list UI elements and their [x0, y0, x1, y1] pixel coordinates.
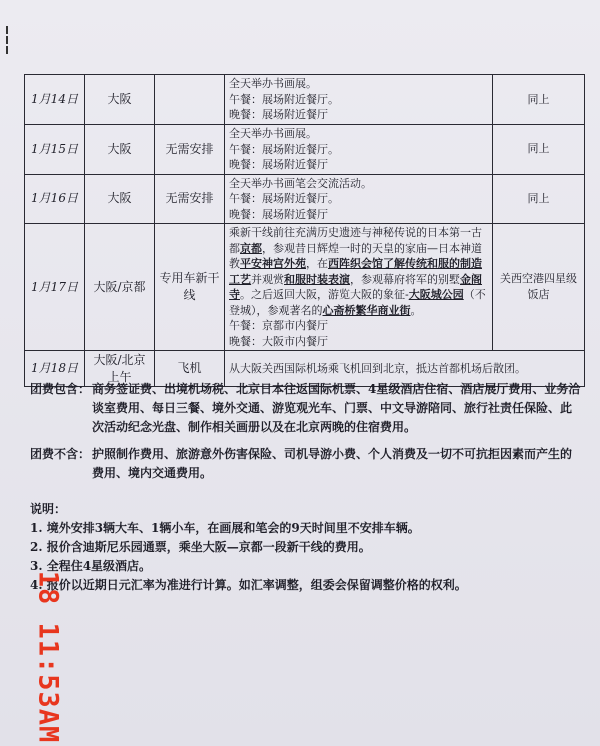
date-cell: 1月16日 — [25, 174, 85, 224]
itinerary-table — [24, 74, 585, 387]
city-cell: 大阪 — [85, 125, 155, 175]
hotel-cell: 同上 — [493, 75, 585, 125]
fee-excluded-label: 团费不含： — [30, 447, 91, 461]
remarks-title: 说明： — [30, 502, 67, 516]
camera-timestamp: 18 11:53AM — [32, 570, 64, 744]
hotel-cell: 关西空港四星级饭店 — [493, 224, 585, 351]
table-row — [25, 75, 585, 125]
remark-item: 4. 报价以近期日元汇率为准进行计算。如汇率调整，组委会保留调整价格的权利。 — [30, 578, 467, 592]
city-cell: 大阪/京都 — [85, 224, 155, 351]
remarks-section — [30, 500, 582, 595]
activities-cell: 全天举办书画展。 午餐：展场附近餐厅。 晚餐：展场附近餐厅 — [225, 125, 493, 175]
activities-cell: 乘新干线前往充满历史遗迹与神秘传说的日本第一古都京都，参观昔日辉煌一时的天皇的家庙—日本神道教平安神宫外苑，在西阵织会馆了解传统和服的制造工艺并观赏和服时装表演，参观幕府将军的别墅金阁寺。之后返回大阪，游览大阪的象征-大阪城公园（不登城），参观著名的心斋桥繁华商业街。 午餐：京都市内餐厅 晚餐：大阪市内餐厅 — [225, 224, 493, 351]
date-cell: 1月18日 — [25, 351, 85, 387]
fee-excluded — [30, 445, 582, 483]
activities-cell: 全天举办书画展。 午餐：展场附近餐厅。 晚餐：展场附近餐厅 — [225, 75, 493, 125]
binding-marks — [6, 26, 8, 56]
transport-cell: 无需安排 — [155, 125, 225, 175]
remark-item: 3. 全程住4星级酒店。 — [30, 559, 152, 573]
remark-item: 1. 境外安排3辆大车、1辆小车，在画展和笔会的9天时间里不安排车辆。 — [30, 521, 420, 535]
city-cell: 大阪 — [85, 75, 155, 125]
activities-cell: 从大阪关西国际机场乘飞机回到北京，抵达首都机场后散团。 — [225, 351, 585, 387]
activities-cell: 全天举办书画笔会交流活动。 午餐：展场附近餐厅。 晚餐：展场附近餐厅 — [225, 174, 493, 224]
fee-included-label: 团费包含： — [30, 382, 91, 396]
city-cell: 大阪/北京上午 — [85, 351, 155, 387]
transport-cell: 专用车新干线 — [155, 224, 225, 351]
table-row — [25, 125, 585, 175]
table-row — [25, 174, 585, 224]
table-row — [25, 224, 585, 351]
date-cell: 1月17日 — [25, 224, 85, 351]
fee-excluded-text: 护照制作费用、旅游意外伤害保险、司机导游小费、个人消费及一切不可抗拒因素而产生的费用、境内交通费用。 — [92, 447, 573, 480]
date-cell: 1月15日 — [25, 125, 85, 175]
transport-cell: 飞机 — [155, 351, 225, 387]
transport-cell — [155, 75, 225, 125]
remark-item: 2. 报价含迪斯尼乐园通票，乘坐大阪—京都一段新干线的费用。 — [30, 540, 371, 554]
hotel-cell: 同上 — [493, 174, 585, 224]
fee-included — [30, 380, 582, 437]
transport-cell: 无需安排 — [155, 174, 225, 224]
fee-included-text: 商务签证费、出境机场税、北京日本往返国际机票、4星级酒店住宿、酒店展厅费用、业务洽谈室费用、每日三餐、境外交通、游览观光车、门票、中文导游陪同、旅行社责任保险、此次活动纪念光盘、制作相关画册以及在北京两晚的住宿费用。 — [92, 382, 581, 434]
fee-section — [30, 380, 582, 483]
hotel-cell: 同上 — [493, 125, 585, 175]
date-cell: 1月14日 — [25, 75, 85, 125]
city-cell: 大阪 — [85, 174, 155, 224]
